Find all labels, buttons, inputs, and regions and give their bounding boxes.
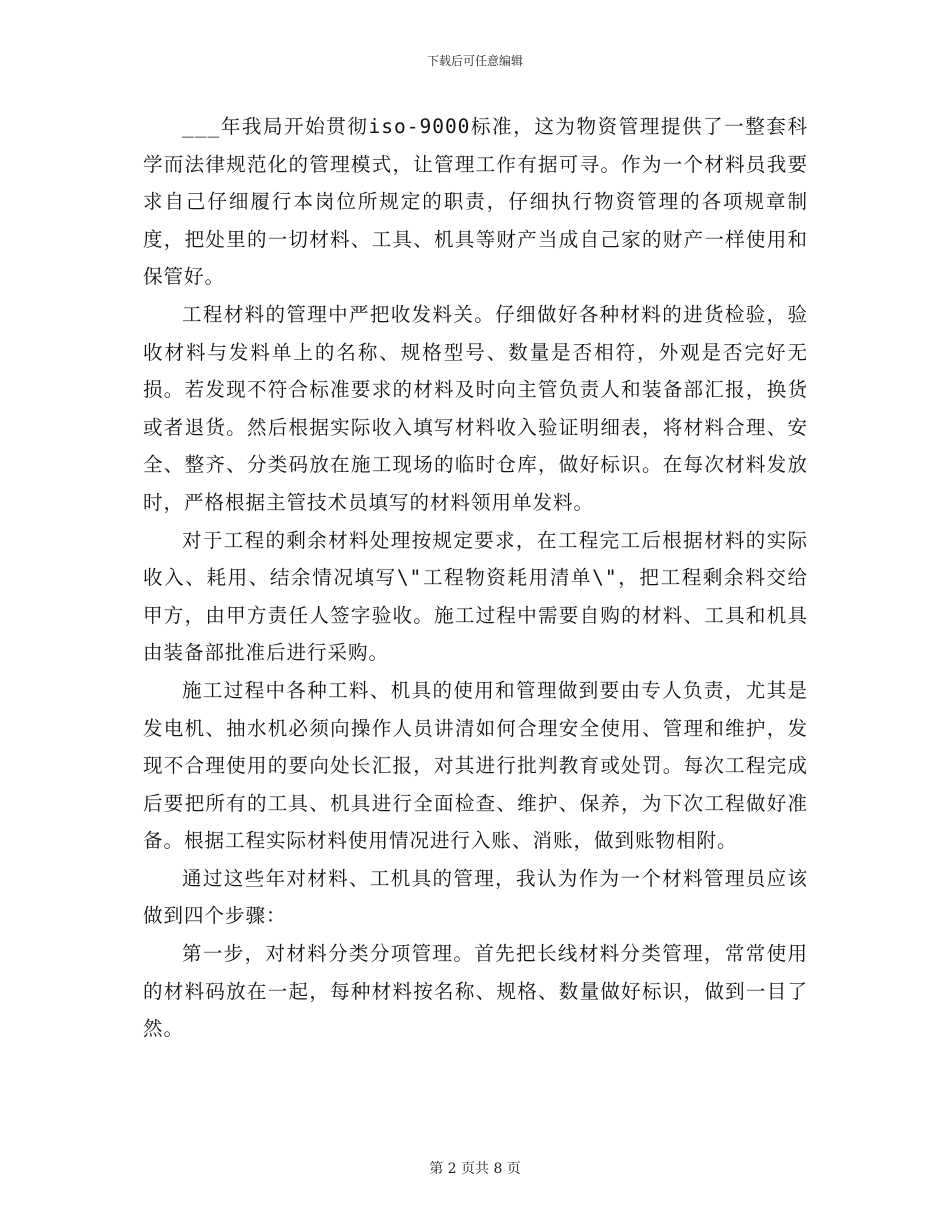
paragraph-5: 通过这些年对材料、工机具的管理，我认为作为一个材料管理员应该做到四个步骤： xyxy=(143,866,808,928)
paragraph-2: 工程材料的管理中严把收发料关。仔细做好各种材料的进货检验，验收材料与发料单上的名称、规格型号、数量是否相符，外观是否完好无损。若发现不符合标准要求的材料及时向主管负责人和装备部汇报，换货或者退货。然后根据实际收入填写材料收入验证明细表，将材料合理、安全、整齐、分类码放在施工现场的临时仓库，做好标识。在每次材料发放时，严格根据主管技术员填写的材料领用单发料。 xyxy=(143,302,808,514)
paragraph-1: ___年我局开始贯彻iso-9000标准，这为物资管理提供了一整套科学而法律规范化的管理模式，让管理工作有据可寻。作为一个材料员我要求自己仔细履行本岗位所规定的职责，仔细执行物资管理的各项规章制度，把处里的一切材料、工具、机具等财产当成自己家的财产一样使用和保管好。 xyxy=(143,115,808,289)
page-header: 下载后可任意编辑 xyxy=(426,54,523,68)
page-number: 第 2 页共 8 页 xyxy=(429,1161,521,1177)
paragraph-4: 施工过程中各种工料、机具的使用和管理做到要由专人负责，尤其是发电机、抽水机必须向操作人员讲清如何合理安全使用、管理和维护，发现不合理使用的要向处长汇报，对其进行批判教育或处罚。每次工程完成后要把所有的工具、机具进行全面检查、维护、保养，为下次工程做好准备。根据工程实际材料使用情况进行入账、消账，做到账物相附。 xyxy=(143,678,808,853)
paragraph-6: 第一步，对材料分类分项管理。首先把长线材料分类管理，常常使用的材料码放在一起，每种材料按名称、规格、数量做好标识，做到一目了然。 xyxy=(143,942,808,1041)
document-body xyxy=(143,108,808,1048)
paragraph-3: 对于工程的剩余材料处理按规定要求，在工程完工后根据材料的实际收入、耗用、结余情况填写\"工程物资耗用清单\"，把工程剩余料交给甲方，由甲方责任人签字验收。施工过程中需要自购的材料、工具和机具由装备部批准后进行采购。 xyxy=(143,528,808,665)
